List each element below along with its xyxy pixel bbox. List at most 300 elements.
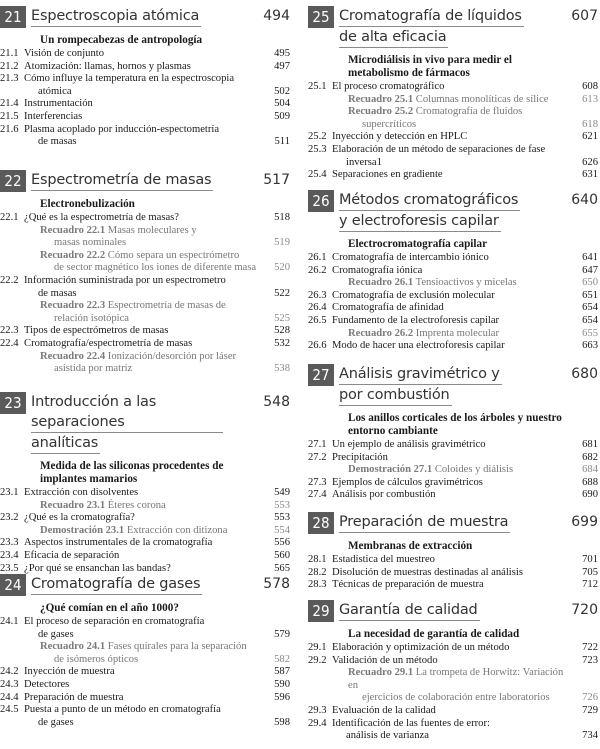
section-entry[interactable] [308, 554, 598, 567]
section-entry[interactable] [0, 275, 290, 300]
section-list [308, 642, 598, 743]
box-entry[interactable] [0, 300, 290, 325]
section-title-text: Cromatografía/espectrometría de masas [24, 337, 193, 349]
chapter-page: 494 [263, 8, 290, 24]
section-entry[interactable] [308, 81, 598, 94]
section-title-text: Cromatografía de afinidad [332, 302, 444, 314]
section-number: 25.4 [308, 169, 327, 181]
chapter-heading[interactable] [308, 512, 598, 534]
chapter-title-line: Introducción a las separaciones [31, 392, 223, 433]
section-title-continuation: inversa1 [346, 156, 382, 168]
section-page: 621 [582, 131, 598, 143]
section-title-text: Ejemplos de cálculos gravimétricos [332, 476, 483, 488]
section-number: 27.4 [308, 489, 327, 501]
box-label: Demostración 27.1 [348, 464, 433, 476]
section-title [328, 655, 572, 668]
section-title [328, 554, 572, 567]
section-number [0, 225, 20, 250]
section-number: 27.1 [308, 439, 327, 450]
section-title-text: Elaboración y optimización de un método [332, 642, 510, 653]
section-title-text: Ionización/desorción por láser [107, 350, 237, 362]
box-label: Recuadro 22.1 [40, 224, 106, 236]
section-number: 22.4 [0, 337, 19, 349]
box-entry[interactable] [308, 464, 598, 477]
box-label: Recuadro 24.1 [40, 641, 106, 653]
section-title [328, 477, 572, 490]
section-title [328, 315, 572, 328]
section-title-continuation: atómica [38, 85, 72, 97]
section-title-text: Preparación de muestra [24, 691, 124, 703]
chapter-number: 23 [0, 392, 26, 414]
section-title [328, 144, 572, 169]
section-title [328, 94, 572, 107]
section-number: 27.2 [308, 451, 327, 463]
section-page: 647 [582, 264, 598, 276]
section-page: 554 [274, 524, 290, 536]
section-title [328, 439, 572, 452]
section-title-text: Identificación de las fuentes de error: [332, 717, 490, 729]
section-page: 705 [582, 566, 598, 578]
section-entry[interactable] [0, 692, 290, 705]
section-number: 29.1 [308, 642, 327, 653]
section-entry[interactable] [308, 489, 598, 502]
section-number: 21.4 [0, 98, 19, 110]
section-page: 497 [274, 60, 290, 72]
chapter-page: 517 [263, 172, 290, 188]
section-entry[interactable] [0, 73, 290, 98]
section-number: 27.3 [308, 476, 327, 488]
box-entry[interactable] [308, 277, 598, 290]
chapter-heading[interactable] [0, 392, 290, 454]
section-title [328, 579, 572, 592]
box-label: Recuadro 26.2 [348, 327, 414, 339]
chapter-heading[interactable] [308, 600, 598, 622]
chapter-number: 27 [308, 364, 334, 386]
section-entry[interactable] [0, 616, 290, 641]
section-number [308, 328, 328, 341]
section-title [328, 252, 572, 265]
section-title-text: Información suministrada por un espectrometro [24, 274, 226, 286]
chapter-title[interactable] [26, 574, 250, 595]
section-number: 23.2 [0, 512, 19, 524]
section-title-text: ¿Qué es la cromatografía? [24, 512, 135, 524]
section-title-text: Éteres corona [107, 499, 166, 511]
chapter-heading[interactable] [308, 6, 598, 48]
section-title-text: Cromatografía de exclusión molecular [332, 289, 495, 301]
section-page: 556 [274, 537, 290, 549]
section-page: 598 [274, 716, 290, 728]
section-title [20, 351, 264, 376]
section-title-text: Un ejemplo de análisis gravimétrico [332, 439, 486, 450]
section-title [328, 464, 572, 477]
section-list [308, 554, 598, 592]
box-entry[interactable] [0, 351, 290, 376]
section-entry[interactable] [0, 487, 290, 500]
section-page: 726 [582, 692, 598, 704]
section-title-text: Instrumentación [24, 98, 93, 110]
chapter-feature: Electrocromatografía capilar [348, 238, 488, 250]
section-page: 729 [582, 704, 598, 716]
section-number: 25.3 [308, 143, 327, 155]
section-title-text: Técnicas de preparación de muestra [332, 579, 484, 591]
section-page: 519 [274, 237, 290, 249]
section-title-text: La trompeta de Horwitz: Variación en [348, 667, 564, 691]
section-entry[interactable] [308, 655, 598, 668]
section-title-continuation: análisis de varianza [346, 730, 429, 742]
chapter-feature: Electronebulización [40, 198, 135, 210]
section-title-text: Modo de hacer una electroforesis capilar [332, 340, 505, 352]
section-title-text: Precipitación [332, 451, 388, 463]
section-page: 722 [582, 642, 598, 653]
section-page: 613 [582, 93, 598, 105]
chapter-page: 680 [571, 366, 598, 382]
section-entry[interactable] [0, 512, 290, 525]
chapter-28 [308, 512, 598, 592]
section-page: 522 [274, 287, 290, 299]
section-list [308, 81, 598, 182]
section-entry[interactable] [308, 340, 598, 353]
section-number: 23.4 [0, 549, 19, 561]
chapter-title-line: analíticas [31, 433, 100, 454]
box-entry[interactable] [308, 667, 598, 705]
section-title [20, 61, 264, 74]
section-page: 495 [274, 48, 290, 59]
box-label: Recuadro 25.1 [348, 93, 414, 105]
section-entry[interactable] [0, 111, 290, 124]
section-title-continuation: de masas [38, 287, 77, 299]
chapter-page: 720 [571, 602, 598, 618]
section-entry[interactable] [308, 290, 598, 303]
section-page: 701 [582, 554, 598, 565]
section-page: 582 [274, 653, 290, 665]
section-entry[interactable] [308, 642, 598, 655]
chapter-heading[interactable] [308, 190, 598, 232]
section-title-text: Detectores [24, 678, 70, 690]
chapter-title[interactable] [334, 190, 558, 232]
chapter-29 [308, 600, 598, 743]
chapter-title-line: Garantía de calidad [339, 600, 480, 621]
section-title-text: Estadística del muestreo [332, 554, 435, 565]
box-entry[interactable] [308, 328, 598, 341]
section-page: 520 [274, 262, 290, 274]
chapter-title[interactable] [334, 6, 558, 48]
section-title-text: Coloides y diálisis [434, 464, 514, 476]
section-number: 28.2 [308, 566, 327, 578]
section-title-text: Columnas monolíticas de sílice [415, 93, 549, 105]
section-title [328, 705, 572, 718]
chapter-title-line: por combustión [339, 385, 452, 406]
section-title [328, 169, 572, 182]
box-label: Recuadro 22.2 [40, 249, 106, 261]
section-page: 655 [582, 327, 598, 339]
chapter-heading[interactable] [0, 574, 290, 596]
section-title [20, 537, 264, 550]
section-page: 626 [582, 156, 598, 168]
section-title [20, 111, 264, 124]
section-title-continuation: de gases [38, 716, 74, 728]
section-title [20, 550, 264, 563]
section-page: 553 [274, 512, 290, 524]
section-entry[interactable] [308, 169, 598, 182]
section-page: 560 [274, 549, 290, 561]
section-title [328, 277, 572, 290]
section-entry[interactable] [0, 325, 290, 338]
section-title-text: Atomización: llamas, hornos y plasmas [24, 60, 191, 72]
chapter-page: 699 [571, 514, 598, 530]
section-title [328, 81, 572, 94]
chapter-number: 24 [0, 574, 26, 596]
box-entry[interactable] [0, 250, 290, 275]
section-entry[interactable] [0, 338, 290, 351]
section-page: 553 [274, 499, 290, 511]
chapter-heading[interactable] [308, 364, 598, 406]
section-page: 532 [274, 337, 290, 349]
section-title [328, 106, 572, 131]
section-title [328, 302, 572, 315]
section-number: 21.5 [0, 110, 19, 122]
section-title-text: Extracción con ditizona [126, 524, 228, 536]
chapter-title[interactable] [334, 600, 558, 621]
chapter-heading[interactable] [0, 6, 290, 28]
chapter-title-line: Cromatografía de líquidos [339, 6, 524, 27]
section-number: 26.5 [308, 314, 327, 326]
section-number [0, 525, 20, 538]
chapter-feature: Medida de las siliconas procedentes de implantes mamarios [40, 460, 224, 485]
section-entry[interactable] [0, 679, 290, 692]
section-title [20, 124, 264, 149]
section-page: 608 [582, 81, 598, 92]
section-page: 688 [582, 476, 598, 488]
section-title-continuation: ejercicios de colaboración entre laboratorios [362, 692, 550, 704]
section-number: 24.4 [0, 691, 19, 703]
section-entry[interactable] [308, 452, 598, 465]
section-title-text: El proceso cromatográfico [332, 81, 445, 92]
chapter-number: 22 [0, 170, 26, 192]
chapter-page: 578 [263, 576, 290, 592]
section-title-text: Masas moleculares y [107, 224, 197, 236]
section-title [20, 300, 264, 325]
section-number: 24.2 [0, 666, 19, 678]
section-page: 565 [274, 562, 290, 574]
section-title [20, 48, 264, 61]
section-number: 21.1 [0, 48, 19, 59]
chapter-feature: Un rompecabezas de antropología [40, 34, 203, 46]
chapter-title[interactable] [26, 6, 250, 27]
section-page: 734 [582, 730, 598, 742]
chapter-number: 21 [0, 6, 26, 28]
section-list [0, 487, 290, 575]
section-page: 663 [582, 340, 598, 352]
section-title-text: Eficacia de separación [24, 549, 120, 561]
section-title-text: Cómo influye la temperatura en la espectroscopia [24, 73, 235, 85]
section-title [328, 290, 572, 303]
chapter-27 [308, 364, 598, 502]
section-number [308, 277, 328, 290]
section-title-text: Cómo separa un espectrómetro [107, 249, 240, 261]
chapter-title-line: y electroforesis capilar [339, 211, 501, 232]
section-entry[interactable] [308, 252, 598, 265]
section-number: 28.3 [308, 579, 327, 591]
section-page: 712 [582, 579, 598, 591]
chapter-page: 548 [263, 394, 290, 410]
section-entry[interactable] [0, 537, 290, 550]
section-number [0, 300, 20, 325]
section-entry[interactable] [308, 477, 598, 490]
section-title-text: Aspectos instrumentales de la cromatografía [24, 537, 213, 549]
section-number: 26.4 [308, 302, 327, 314]
section-number: 23.5 [0, 562, 19, 574]
section-entry[interactable] [308, 265, 598, 278]
chapter-21 [0, 6, 290, 149]
section-title-text: Cromatografía de intercambio iónico [332, 252, 489, 263]
section-title-text: Inyección y detección en HPLC [332, 131, 468, 143]
section-number: 21.2 [0, 60, 19, 72]
section-page: 654 [582, 302, 598, 314]
box-entry[interactable] [0, 500, 290, 513]
chapter-title[interactable] [334, 512, 558, 533]
section-title [20, 487, 264, 500]
section-entry[interactable] [308, 302, 598, 315]
section-number [308, 464, 328, 477]
section-title [20, 225, 264, 250]
box-entry[interactable] [0, 641, 290, 666]
section-title-text: Validación de un método [332, 654, 438, 666]
section-list [308, 439, 598, 502]
section-title-continuation: masas nominales [54, 237, 127, 249]
section-entry[interactable] [308, 439, 598, 452]
box-label: Recuadro 23.1 [40, 499, 106, 511]
section-entry[interactable] [308, 705, 598, 718]
box-label: Recuadro 22.3 [40, 300, 106, 312]
chapter-title[interactable] [26, 392, 250, 454]
section-page: 511 [274, 136, 290, 148]
chapter-number: 25 [308, 6, 334, 28]
section-title [328, 567, 572, 580]
section-title [328, 489, 572, 502]
section-page: 596 [274, 691, 290, 703]
section-title-text: ¿Por qué se ensanchan las bandas? [24, 562, 171, 574]
section-number: 25.1 [308, 81, 327, 92]
section-number [0, 351, 20, 376]
section-number: 26.6 [308, 340, 327, 352]
section-entry[interactable] [0, 212, 290, 225]
section-number: 26.1 [308, 252, 327, 263]
chapter-heading[interactable] [0, 170, 290, 192]
section-title [20, 512, 264, 525]
section-title [20, 338, 264, 351]
section-number: 22.1 [0, 212, 19, 223]
section-title [20, 212, 264, 225]
section-page: 538 [274, 363, 290, 375]
section-entry[interactable] [308, 131, 598, 144]
chapter-page: 607 [571, 8, 598, 24]
chapter-title-line: Análisis gravimétrico y [339, 364, 502, 385]
section-entry[interactable] [0, 704, 290, 729]
section-title-text: Inyección de muestra [24, 666, 115, 678]
section-number [308, 94, 328, 107]
section-entry[interactable] [308, 315, 598, 328]
section-entry[interactable] [308, 144, 598, 169]
section-title-text: Fundamento de la electroforesis capilar [332, 314, 500, 326]
section-title-text: Visión de conjunto [24, 48, 104, 59]
chapter-title-line: Preparación de muestra [339, 512, 510, 533]
chapter-title[interactable] [334, 364, 558, 406]
section-page: 525 [274, 312, 290, 324]
section-title-text: Fases quirales para la separación [107, 641, 247, 653]
box-entry[interactable] [0, 525, 290, 538]
box-entry[interactable] [308, 106, 598, 131]
section-page: 528 [274, 325, 290, 337]
chapter-title-line: Espectrometría de masas [31, 170, 213, 191]
section-title-text: Puesta a punto de un método en cromatografía [24, 704, 221, 716]
section-entry[interactable] [0, 124, 290, 149]
section-page: 590 [274, 678, 290, 690]
section-entry[interactable] [0, 666, 290, 679]
section-title-text: Evaluación de la calidad [332, 704, 436, 716]
section-title-text: Separaciones en gradiente [332, 169, 443, 181]
chapter-22 [0, 170, 290, 376]
section-entry[interactable] [308, 567, 598, 580]
section-entry[interactable] [308, 718, 598, 743]
section-title [328, 340, 572, 353]
section-list [0, 616, 290, 729]
section-entry[interactable] [0, 550, 290, 563]
section-title-text: Análisis por combustión [332, 489, 436, 501]
section-title-continuation: relación isotópica [54, 312, 130, 324]
section-title-text: Interferencias [24, 110, 83, 122]
section-number [0, 250, 20, 275]
section-page: 504 [274, 98, 290, 110]
chapter-title-line: Métodos cromatográficos [339, 190, 520, 211]
section-page: 651 [582, 289, 598, 301]
section-number: 23.1 [0, 487, 19, 498]
section-entry[interactable] [0, 48, 290, 61]
section-title-text: Cromatografía de fluidos [415, 106, 523, 118]
section-title-text: Espectrometría de masas de [107, 300, 226, 312]
section-number: 29.4 [308, 717, 327, 729]
section-page: 631 [582, 169, 598, 181]
chapter-feature: ¿Qué comían en el año 1000? [40, 602, 179, 614]
section-title-continuation: de gases [38, 628, 74, 640]
section-page: 641 [582, 252, 598, 263]
chapter-23 [0, 392, 290, 575]
chapter-page: 640 [571, 192, 598, 208]
section-title [328, 667, 572, 705]
section-title [20, 98, 264, 111]
section-entry[interactable] [308, 579, 598, 592]
section-title [328, 642, 572, 655]
section-list [0, 48, 290, 149]
chapter-title-line: de alta eficacia [339, 27, 448, 48]
box-entry[interactable] [0, 225, 290, 250]
section-page: 518 [274, 212, 290, 223]
chapter-title-line: Cromatografía de gases [31, 574, 202, 595]
chapter-title[interactable] [26, 170, 250, 191]
chapter-feature: Los anillos corticales de los árboles y nuestro entorno cambiante [348, 412, 562, 437]
chapter-feature: Membranas de extracción [348, 540, 473, 552]
section-title [328, 328, 572, 341]
section-title [20, 250, 264, 275]
box-label: Recuadro 26.1 [348, 277, 414, 289]
chapter-number: 28 [308, 512, 334, 534]
box-entry[interactable] [308, 94, 598, 107]
section-entry[interactable] [0, 61, 290, 74]
section-entry[interactable] [0, 98, 290, 111]
section-title [20, 500, 264, 513]
section-title [20, 325, 264, 338]
section-title-text: Elaboración de un método de separaciones de fase [332, 143, 546, 155]
section-title-text: El proceso de separación en cromatografía [24, 616, 205, 627]
